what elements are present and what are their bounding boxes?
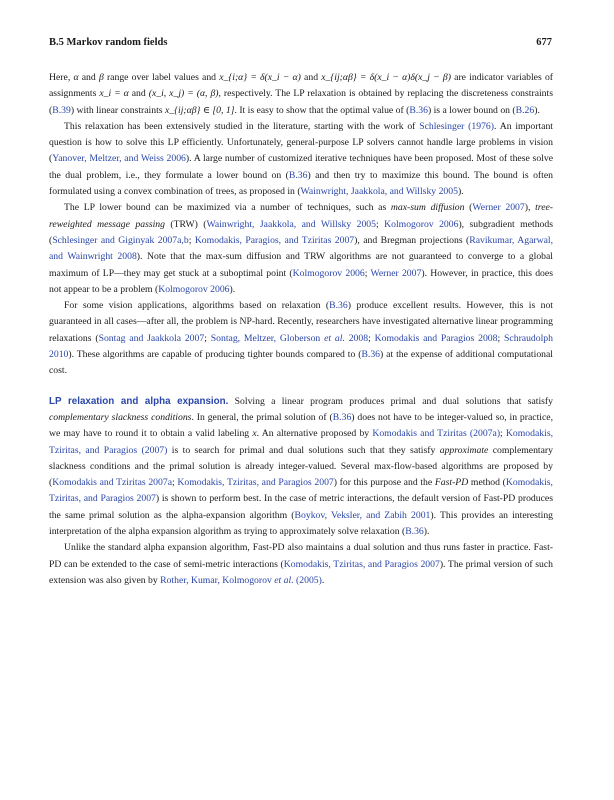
paragraph-6: Unlike the standard alpha expansion algorithm, Fast-PD also maintains a dual solution and thus runs faster in practice. Fast-PD can be extended to the case of semi-metric interactions (Komodakis, Tziritas, and Paragios 2007). The primal version of such extension was also given by Rother, Kumar, Kolmogorov et al. (2005). [49,542,554,586]
citation-link[interactable]: Komodakis, Tziritas, and Paragios 2007 [49,477,553,505]
math-alpha: α [73,72,79,83]
math-beta: β [98,72,104,83]
citation-link[interactable]: Wainwright, Jaakkola, and Willsky 2005 [206,218,376,230]
emphasis-term: complementary slackness conditions [49,411,192,423]
citation-link[interactable]: Ravikumar, Agarwal, and Wainwright 2008 [49,234,554,263]
section-gap [49,380,553,394]
section-title: B.5 Markov random fields [49,37,168,48]
paragraph-4: For some vision applications, algorithms based on relaxation (B.36) produce excellent results. However, this is not guaranteed in all cases—after all, the problem is NP-hard. Recently, researchers have investigated alternative linear programming relaxations (Sontag and Jaakkola 2007; Sontag, Meltzer, Globerson et al. 2008; Komodakis and Paragios 2008; Schraudolph 2010). These algorithms are capable of producing tighter bounds compared to (B.36) at the expense of additional computational cost. [49,300,553,377]
subsection-heading: LP relaxation and alpha expansion. [49,395,229,407]
citation-link[interactable]: Kolmogorov 2006 [292,267,365,279]
page-number: 677 [536,37,552,48]
emphasis-term: approximate [439,444,489,456]
citation-link[interactable]: Komodakis and Tziritas 2007a [52,477,173,489]
equation-reference[interactable]: B.36 [329,300,348,312]
citation-link[interactable]: Komodakis, Tziritas, and Paragios 2007 [283,558,440,570]
paragraph-3: The LP lower bound can be maximized via a number of techniques, such as max-sum diffusion (Werner 2007), tree-reweighted message passing (TRW) (Wainwright, Jaakkola, and Willsky 2005; Kolmogorov 2006), subgradient methods (Schlesinger and Giginyak 2007a,b; Komodakis, Paragios, and Tziritas 2007), and Bregman projections (Ravikumar, Agarwal, and Wainwright 2008). Note that the max-sum diffusion and TRW algorithms are not guaranteed to converge to a global maximum of LP—they may get stuck at a suboptimal point (Kolmogorov 2006; Werner 2007). However, in practice, this does not appear to be a problem (Kolmogorov 2006). [49,202,554,295]
citation-link[interactable]: Komodakis, Paragios, and Tziritas 2007 [194,234,355,246]
citation-link[interactable]: Yanover, Meltzer, and Weiss 2006 [52,153,186,165]
citation-link[interactable]: Komodakis, Tziritas, and Paragios 2007 [177,477,334,489]
citation-link[interactable]: Komodakis, Tziritas, and Paragios (2007) [49,428,554,456]
citation-link[interactable]: Kolmogorov 2006 [158,283,230,295]
paragraph-1: Here, α and β range over label values and x_{i;α} = δ(x_i − α) and x_{ij;αβ} = δ(x_i − α)δ(x_j − β) are indicator variables of assignments x_i = α and (x_i, x_j) = (α, β), respectively. The LP relaxation is obtained by replacing the discreteness constraints (B.39) with linear constraints x_{ij;αβ} ∈ [0, 1]. It is easy to show that the optimal value of (B.36) is a lower bound on (B.26). [49,72,554,116]
equation-reference[interactable]: B.36 [332,411,352,423]
citation-link[interactable]: Wainwright, Jaakkola, and Willsky 2005 [300,186,458,198]
math-x: x [252,428,257,440]
emphasis-term: max-sum diffusion [390,202,465,214]
citation-link[interactable]: Schlesinger and Giginyak 2007a,b [52,234,189,246]
math-constraint: x_{ij;αβ} ∈ [0, 1] [164,104,235,116]
math-assign-2: (x_i, x_j) = (α, β) [148,88,219,100]
emphasis-term: tree-reweighted message passing [49,202,554,230]
equation-reference[interactable]: B.36 [361,349,381,361]
citation-link[interactable]: Werner 2007 [370,267,422,279]
equation-reference[interactable]: B.36 [405,526,424,538]
page-body [49,70,553,589]
math-assign-1: x_i = α [99,88,129,100]
citation-link[interactable]: Rother, Kumar, Kolmogorov et al. (2005) [160,574,322,586]
citation-link[interactable]: Sontag and Jaakkola 2007 [98,332,205,344]
math-x-ij-ab: x_{ij;αβ} = δ(x_i − α)δ(x_j − β) [321,72,451,83]
citation-link[interactable]: Komodakis and Paragios 2008 [374,332,498,344]
emphasis-term: Fast-PD [434,477,469,489]
equation-reference[interactable]: B.39 [52,104,71,116]
citation-link[interactable]: Sontag, Meltzer, Globerson et al. 2008 [210,332,369,344]
citation-link[interactable]: Kolmogorov 2006 [384,218,459,230]
citation-link[interactable]: Schraudolph 2010 [49,332,553,361]
citation-link[interactable]: Schlesinger (1976) [419,120,495,132]
equation-reference[interactable]: B.26 [515,104,535,116]
paragraph-2: This relaxation has been extensively studied in the literature, starting with the work of Schlesinger (1976). An important question is how to solve this LP efficiently. Unfortunately, general-purpose LP solvers cannot handle large problems in vision (Yanover, Meltzer, and Weiss 2006). A large number of customized iterative techniques have been proposed. Most of these solve the dual problem, i.e., they formulate a lower bound on (B.36) and then try to maximize this bound. The bound is often formulated using a convex combination of trees, as proposed in (Wainwright, Jaakkola, and Willsky 2005). [49,120,553,198]
equation-reference[interactable]: B.36 [409,104,428,116]
math-x-i-alpha: x_{i;α} = δ(x_i − α) [219,72,301,83]
citation-link[interactable]: Komodakis and Tziritas (2007a) [372,428,501,440]
equation-reference[interactable]: B.36 [288,169,308,181]
paragraph-5: LP relaxation and alpha expansion. Solving a linear program produces primal and dual solutions that satisfy complementary slackness conditions. In general, the primal solution of (B.36) does not have to be integer-valued so, in practice, we may have to round it to obtain a valid labeling x. An alternative proposed by Komodakis and Tziritas (2007a); Komodakis, Tziritas, and Paragios (2007) is to search for primal and dual solutions such that they satisfy approximate complementary slackness conditions and the primal solution is already integer-valued. Several max-flow-based algorithms are proposed by (Komodakis and Tziritas 2007a; Komodakis, Tziritas, and Paragios 2007) for this purpose and the Fast-PD method (Komodakis, Tziritas, and Paragios 2007) is shown to perform best. In the case of metric interactions, the default version of Fast-PD produces the same primal solution as the alpha-expansion algorithm (Boykov, Veksler, and Zabih 2001). This provides an interesting interpretation of the alpha expansion algorithm as trying to approximately solve relaxation (B.36). [49,395,554,538]
citation-link[interactable]: Boykov, Veksler, and Zabih 2001 [294,509,431,521]
citation-link[interactable]: Werner 2007 [472,202,525,214]
running-header [49,37,552,48]
